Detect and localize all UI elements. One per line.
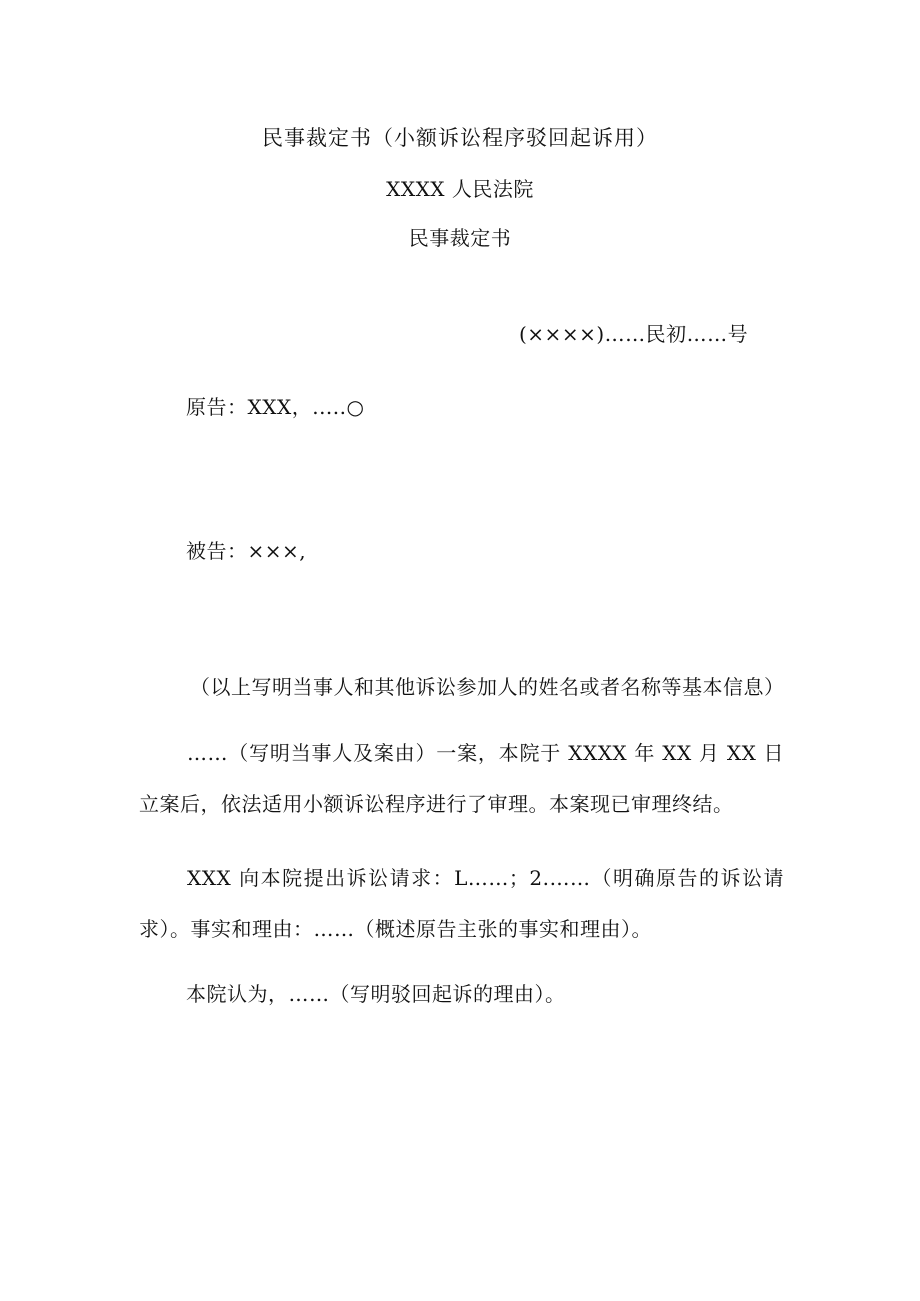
- claims-paragraph: XXX 向本院提出诉讼请求：L……；2.……（明确原告的诉讼请求）。事实和理由：……（概述原告主张的事实和理由）。: [139, 866, 784, 941]
- plaintiff-line: 原告：XXX，.....○: [186, 395, 365, 419]
- document-type: 民事裁定书: [408, 226, 512, 250]
- case-number: (××××)……民初……号: [519, 322, 749, 346]
- case-paragraph: ……（写明当事人及案由）一案，本院于 XXXX 年 XX 月 XX 日立案后，依法适用小额诉讼程序进行了审理。本案现已审理终结。: [139, 741, 784, 816]
- document-title: 民事裁定书（小额诉讼程序驳回起诉用）: [262, 126, 658, 150]
- court-name: XXXX 人民法院: [386, 177, 534, 201]
- party-info-note: （以上写明当事人和其他诉讼参加人的姓名或者名称等基本信息）: [190, 675, 785, 699]
- reasoning-paragraph: 本院认为，……（写明驳回起诉的理由）。: [186, 982, 566, 1006]
- defendant-line: 被告：×××,: [186, 539, 307, 563]
